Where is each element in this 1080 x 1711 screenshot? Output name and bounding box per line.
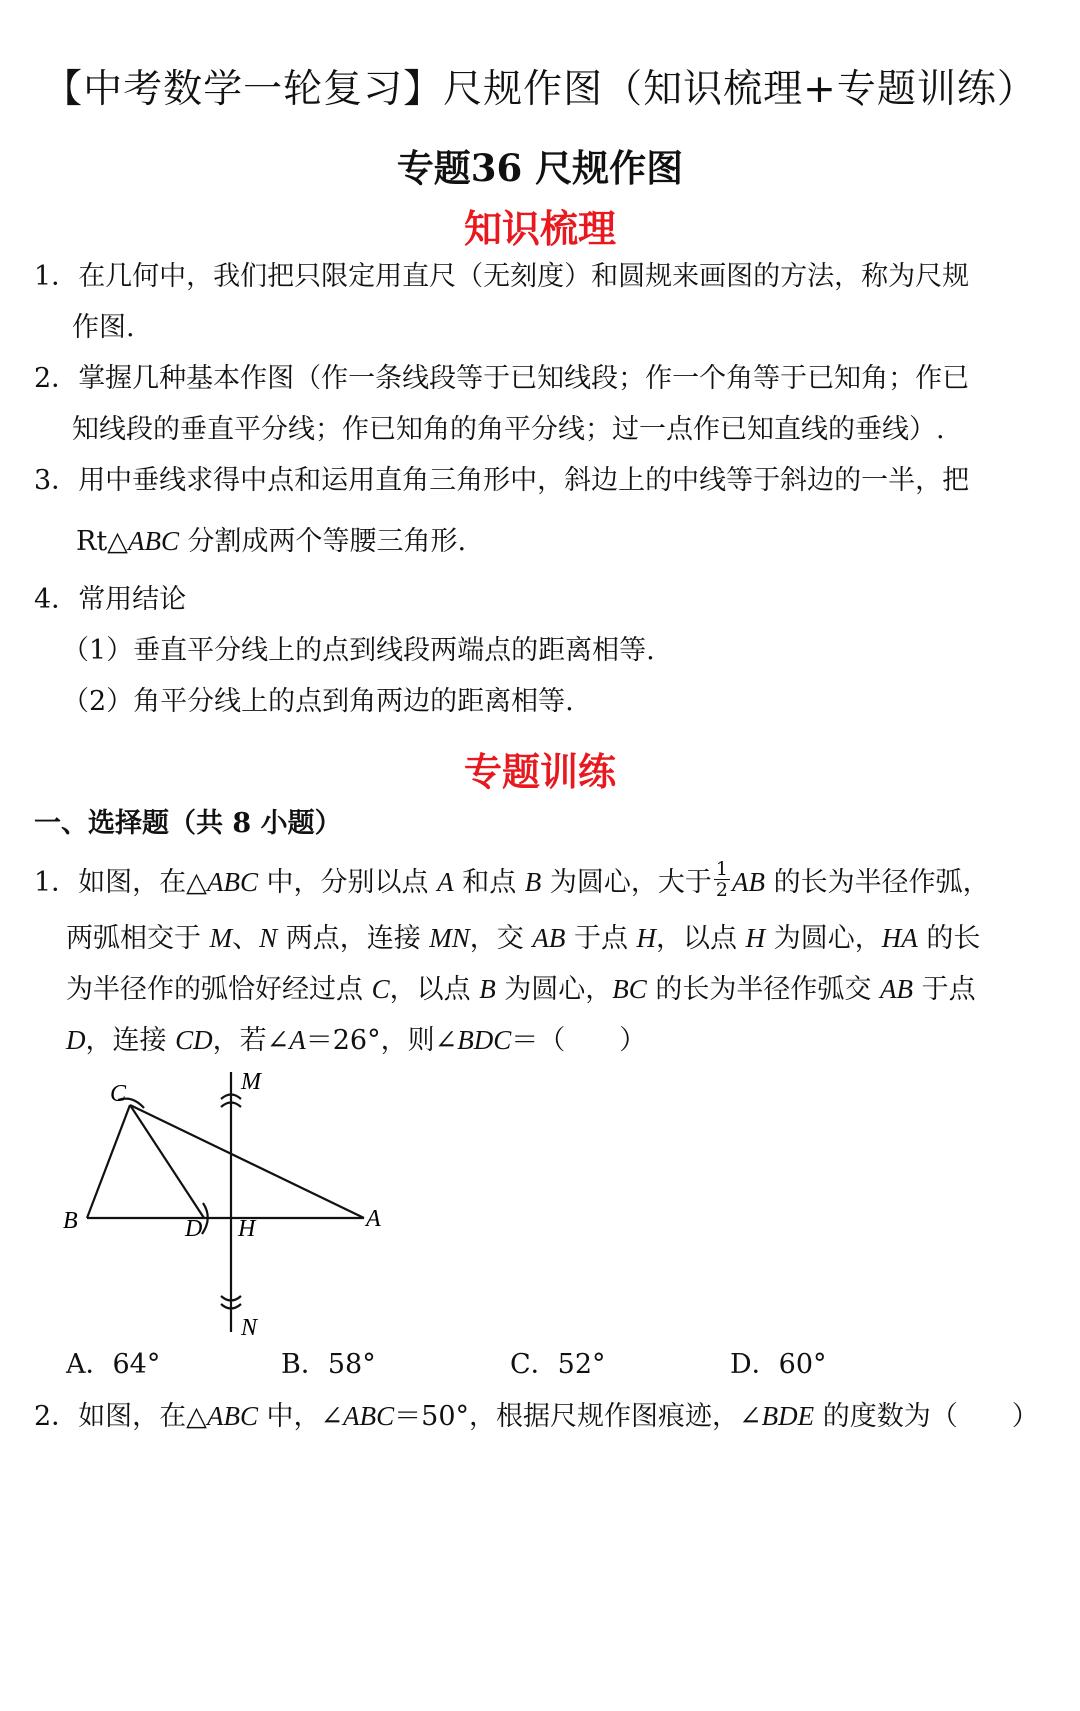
- text: ，以点: [656, 923, 746, 954]
- main-title: 【中考数学一轮复习】尺规作图（知识梳理+专题训练）: [43, 67, 1037, 112]
- var: H: [745, 923, 766, 953]
- text: 和点: [453, 867, 525, 898]
- segment-cb: [87, 1105, 130, 1218]
- item-text: 在几何中，我们把只限定用直尺（无刻度）和圆规来画图的方法，称为尺规: [78, 261, 970, 292]
- text: ，连接: [85, 1025, 176, 1056]
- training-heading: 专题训练: [463, 749, 616, 794]
- item-text: 分割成两个等腰三角形.: [178, 526, 467, 557]
- knowledge-item-2-cont: 知线段的垂直平分线；作已知角的角平分线；过一点作已知直线的垂线）.: [72, 414, 945, 445]
- text: ，若∠: [212, 1025, 290, 1056]
- var: M: [209, 923, 233, 953]
- var: C: [371, 974, 390, 1004]
- var: BDE: [761, 1401, 815, 1431]
- text: 为半径作的弧恰好经过点: [66, 974, 372, 1005]
- var: B: [479, 974, 496, 1004]
- label-m: M: [241, 1069, 261, 1095]
- option-d[interactable]: D．60°: [730, 1349, 827, 1380]
- var: ABC: [206, 1401, 258, 1431]
- text: 、: [232, 923, 260, 954]
- text: ＝（ ）: [511, 1025, 647, 1056]
- text: 为圆心，大于: [541, 867, 712, 898]
- triangle-name: ABC: [127, 526, 179, 556]
- var: ABC: [206, 867, 258, 897]
- text: ＝50°，根据尺规作图痕迹，∠: [394, 1401, 762, 1432]
- text: ，以点: [389, 974, 480, 1005]
- conclusion-1: （1）垂直平分线上的点到线段两端点的距离相等.: [62, 635, 655, 666]
- numerator: 1: [715, 858, 728, 880]
- var: AB: [532, 923, 566, 953]
- item-number: 1．: [34, 261, 79, 292]
- option-b[interactable]: B．58°: [281, 1349, 376, 1380]
- section-title: 一、选择题（共 8 小题）: [34, 808, 342, 839]
- text: 两点，连接: [277, 923, 430, 954]
- text: 的长为半径作弧交: [646, 974, 880, 1005]
- text: 为圆心，: [495, 974, 613, 1005]
- knowledge-item-1-cont: 作图.: [72, 312, 135, 343]
- item-number: 2．: [34, 363, 79, 394]
- text: 为圆心，: [765, 923, 882, 954]
- var: AB: [879, 974, 913, 1004]
- sub-title: 专题36 尺规作图: [396, 146, 684, 190]
- question-number: 1．: [34, 867, 79, 898]
- question-number: 2．: [34, 1401, 79, 1432]
- label-c: C: [110, 1081, 127, 1107]
- text: 中，分别以点: [257, 867, 438, 898]
- text: 两弧相交于: [66, 923, 210, 954]
- label-d: D: [185, 1216, 203, 1242]
- text: 如图，在△: [78, 867, 207, 898]
- var: N: [259, 923, 278, 953]
- var: H: [636, 923, 657, 953]
- label-n: N: [241, 1315, 258, 1341]
- item-text: 用中垂线求得中点和运用直角三角形中，斜边上的中线等于斜边的一半，把: [78, 465, 970, 496]
- var: CD: [175, 1025, 213, 1055]
- text: ，交: [469, 923, 533, 954]
- denominator: 2: [715, 879, 728, 901]
- var: A: [289, 1025, 306, 1055]
- conclusion-2: （2）角平分线上的点到角两边的距离相等.: [62, 686, 574, 717]
- var: B: [524, 867, 542, 897]
- text: 的长: [917, 923, 981, 954]
- knowledge-heading: 知识梳理: [463, 206, 616, 251]
- text: 于点: [565, 923, 637, 954]
- item-text: 常用结论: [78, 584, 187, 615]
- question-2: [34, 1396, 1039, 1437]
- var: A: [437, 867, 454, 897]
- var: MN: [429, 923, 470, 953]
- var: BDC: [457, 1025, 512, 1055]
- item-text: 掌握几种基本作图（作一条线段等于已知线段；作一个角等于已知角；作已: [78, 363, 970, 394]
- text: 的长为半径作弧，: [764, 867, 990, 898]
- label-h: H: [238, 1216, 256, 1242]
- text: 的度数为（ ）: [814, 1401, 1039, 1432]
- var: D: [66, 1025, 86, 1055]
- item-number: 3．: [34, 465, 79, 496]
- option-c[interactable]: C．52°: [510, 1349, 606, 1380]
- label-b: B: [63, 1208, 78, 1234]
- text: 于点: [912, 974, 976, 1005]
- rt-triangle-symbol: Rt△: [76, 526, 128, 557]
- var: HA: [881, 923, 918, 953]
- item-number: 4．: [34, 584, 79, 615]
- option-a[interactable]: A．64°: [66, 1349, 161, 1380]
- text: 如图，在△: [78, 1401, 207, 1432]
- var: BC: [612, 974, 647, 1004]
- text: ＝26°，则∠: [305, 1025, 458, 1056]
- var: ABC: [343, 1401, 395, 1431]
- segment-ca: [130, 1105, 364, 1218]
- var: AB: [731, 867, 765, 897]
- label-a: A: [366, 1206, 381, 1232]
- text: 中，∠: [257, 1401, 344, 1432]
